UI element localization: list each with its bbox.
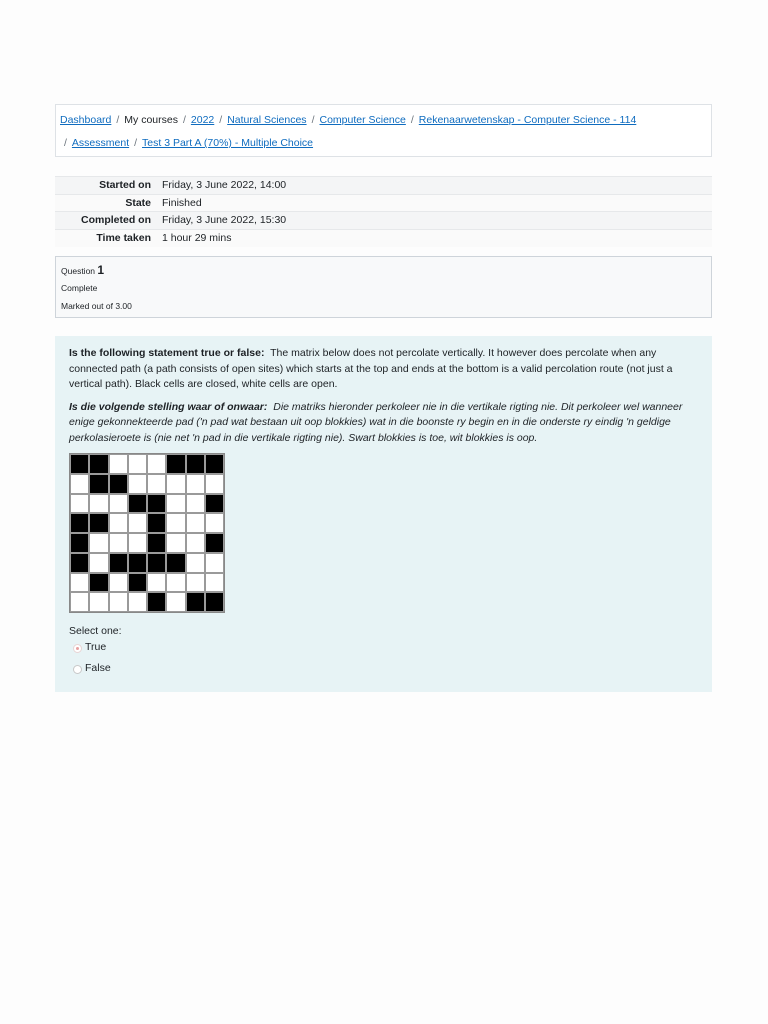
closed-cell bbox=[89, 513, 108, 533]
closed-cell bbox=[186, 454, 205, 474]
open-cell bbox=[147, 573, 166, 593]
breadcrumb-separator: / bbox=[116, 114, 120, 126]
open-cell bbox=[186, 474, 205, 494]
open-cell bbox=[166, 494, 185, 514]
closed-cell bbox=[128, 553, 147, 573]
breadcrumb-my-courses: My courses bbox=[124, 114, 178, 126]
summary-label: Started on bbox=[55, 177, 157, 195]
open-cell bbox=[166, 533, 185, 553]
open-cell bbox=[147, 474, 166, 494]
summary-label: State bbox=[55, 194, 157, 212]
open-cell bbox=[186, 533, 205, 553]
closed-cell bbox=[186, 592, 205, 612]
breadcrumb bbox=[55, 104, 712, 157]
open-cell bbox=[186, 513, 205, 533]
closed-cell bbox=[89, 474, 108, 494]
open-cell bbox=[128, 592, 147, 612]
open-cell bbox=[205, 513, 224, 533]
breadcrumb-line-1 bbox=[60, 114, 636, 126]
question-body-afrikaans: Die matriks hieronder perkoleer nie in die vertikale rigting nie. Dit perkoleer wel wanneer enige gekonnekteerde pad ('n pad wat bestaan uit oop blokkies) wat in die boonste ry begin en in die onderste ry eindig 'n geldige perkolasieroete is (nie net 'n pad in die vertikale rigting nie). Swart blokkies is toe, wit blokkies is oop. bbox=[69, 400, 683, 444]
closed-cell bbox=[128, 573, 147, 593]
attempt-summary-table bbox=[55, 176, 712, 247]
open-cell bbox=[166, 474, 185, 494]
open-cell bbox=[205, 553, 224, 573]
open-cell bbox=[89, 592, 108, 612]
breadcrumb-separator: / bbox=[182, 114, 186, 126]
closed-cell bbox=[89, 454, 108, 474]
closed-cell bbox=[147, 553, 166, 573]
closed-cell bbox=[205, 533, 224, 553]
answer-option-true[interactable] bbox=[73, 641, 106, 655]
question-state: Complete bbox=[61, 283, 98, 293]
summary-value: Finished bbox=[157, 194, 712, 212]
answer-option-label: True bbox=[85, 641, 107, 654]
question-text bbox=[69, 346, 698, 446]
question-number bbox=[61, 263, 104, 277]
open-cell bbox=[186, 553, 205, 573]
summary-label: Time taken bbox=[55, 229, 157, 247]
open-cell bbox=[89, 494, 108, 514]
closed-cell bbox=[70, 533, 89, 553]
open-cell bbox=[186, 494, 205, 514]
open-cell bbox=[166, 573, 185, 593]
open-cell bbox=[70, 474, 89, 494]
answer-option-false[interactable] bbox=[73, 662, 111, 676]
breadcrumb-dashboard[interactable]: Dashboard bbox=[60, 114, 112, 126]
closed-cell bbox=[166, 553, 185, 573]
question-prompt-afrikaans: Is die volgende stelling waar of onwaar: bbox=[69, 400, 268, 413]
open-cell bbox=[205, 573, 224, 593]
open-cell bbox=[109, 494, 128, 514]
closed-cell bbox=[70, 513, 89, 533]
question-prompt-english: Is the following statement true or false: bbox=[69, 347, 265, 359]
closed-cell bbox=[166, 454, 185, 474]
open-cell bbox=[128, 533, 147, 553]
open-cell bbox=[186, 573, 205, 593]
open-cell bbox=[205, 474, 224, 494]
summary-label: Completed on bbox=[55, 212, 157, 230]
breadcrumb-separator: / bbox=[311, 114, 315, 126]
question-number-prefix: Question bbox=[61, 266, 96, 276]
open-cell bbox=[128, 513, 147, 533]
breadcrumb-assessment[interactable]: Assessment bbox=[71, 137, 130, 149]
question-number-value: 1 bbox=[97, 263, 105, 277]
open-cell bbox=[89, 533, 108, 553]
select-one-label: Select one: bbox=[69, 625, 122, 637]
open-cell bbox=[109, 454, 128, 474]
breadcrumb-course[interactable]: Rekenaarwetenskap - Computer Science - 114 bbox=[418, 114, 637, 126]
open-cell bbox=[109, 533, 128, 553]
open-cell bbox=[166, 513, 185, 533]
breadcrumb-line-2 bbox=[60, 137, 313, 149]
closed-cell bbox=[128, 494, 147, 514]
radio-button[interactable] bbox=[73, 644, 82, 653]
question-text-afrikaans bbox=[69, 400, 698, 447]
summary-value: Friday, 3 June 2022, 14:00 bbox=[157, 177, 712, 195]
closed-cell bbox=[205, 454, 224, 474]
breadcrumb-separator: / bbox=[410, 114, 414, 126]
question-info-box bbox=[55, 256, 712, 318]
summary-row-state bbox=[55, 194, 712, 212]
closed-cell bbox=[89, 573, 108, 593]
open-cell bbox=[109, 513, 128, 533]
breadcrumb-department[interactable]: Computer Science bbox=[319, 114, 406, 126]
summary-value: 1 hour 29 mins bbox=[157, 229, 712, 247]
closed-cell bbox=[147, 494, 166, 514]
breadcrumb-faculty[interactable]: Natural Sciences bbox=[227, 114, 307, 126]
question-body-english: The matrix below does not percolate vertically. It however does percolate when any connected path (a path consists of open sites) which starts at the top and ends at the bottom is a valid percolation route (not just a vertical path). Black cells are closed, white cells are open. bbox=[69, 347, 673, 390]
open-cell bbox=[70, 494, 89, 514]
open-cell bbox=[89, 553, 108, 573]
open-cell bbox=[128, 454, 147, 474]
closed-cell bbox=[70, 454, 89, 474]
open-cell bbox=[109, 573, 128, 593]
summary-value: Friday, 3 June 2022, 15:30 bbox=[157, 212, 712, 230]
answer-option-label: False bbox=[85, 662, 111, 675]
breadcrumb-separator: / bbox=[134, 137, 138, 149]
open-cell bbox=[70, 592, 89, 612]
closed-cell bbox=[147, 513, 166, 533]
closed-cell bbox=[205, 592, 224, 612]
question-grade: Marked out of 3.00 bbox=[61, 301, 132, 311]
question-text-english bbox=[69, 346, 698, 393]
closed-cell bbox=[70, 553, 89, 573]
open-cell bbox=[128, 474, 147, 494]
percolation-matrix bbox=[69, 453, 225, 613]
summary-row-started bbox=[55, 177, 712, 195]
closed-cell bbox=[205, 494, 224, 514]
summary-row-time-taken bbox=[55, 229, 712, 247]
closed-cell bbox=[109, 474, 128, 494]
closed-cell bbox=[147, 533, 166, 553]
open-cell bbox=[70, 573, 89, 593]
summary-row-completed bbox=[55, 212, 712, 230]
question-content bbox=[55, 336, 712, 692]
closed-cell bbox=[147, 592, 166, 612]
breadcrumb-quiz[interactable]: Test 3 Part A (70%) - Multiple Choice bbox=[142, 137, 314, 149]
radio-button[interactable] bbox=[73, 665, 82, 674]
open-cell bbox=[109, 592, 128, 612]
breadcrumb-year[interactable]: 2022 bbox=[190, 114, 215, 126]
breadcrumb-separator: / bbox=[64, 137, 67, 149]
closed-cell bbox=[109, 553, 128, 573]
open-cell bbox=[147, 454, 166, 474]
open-cell bbox=[166, 592, 185, 612]
breadcrumb-separator: / bbox=[219, 114, 223, 126]
